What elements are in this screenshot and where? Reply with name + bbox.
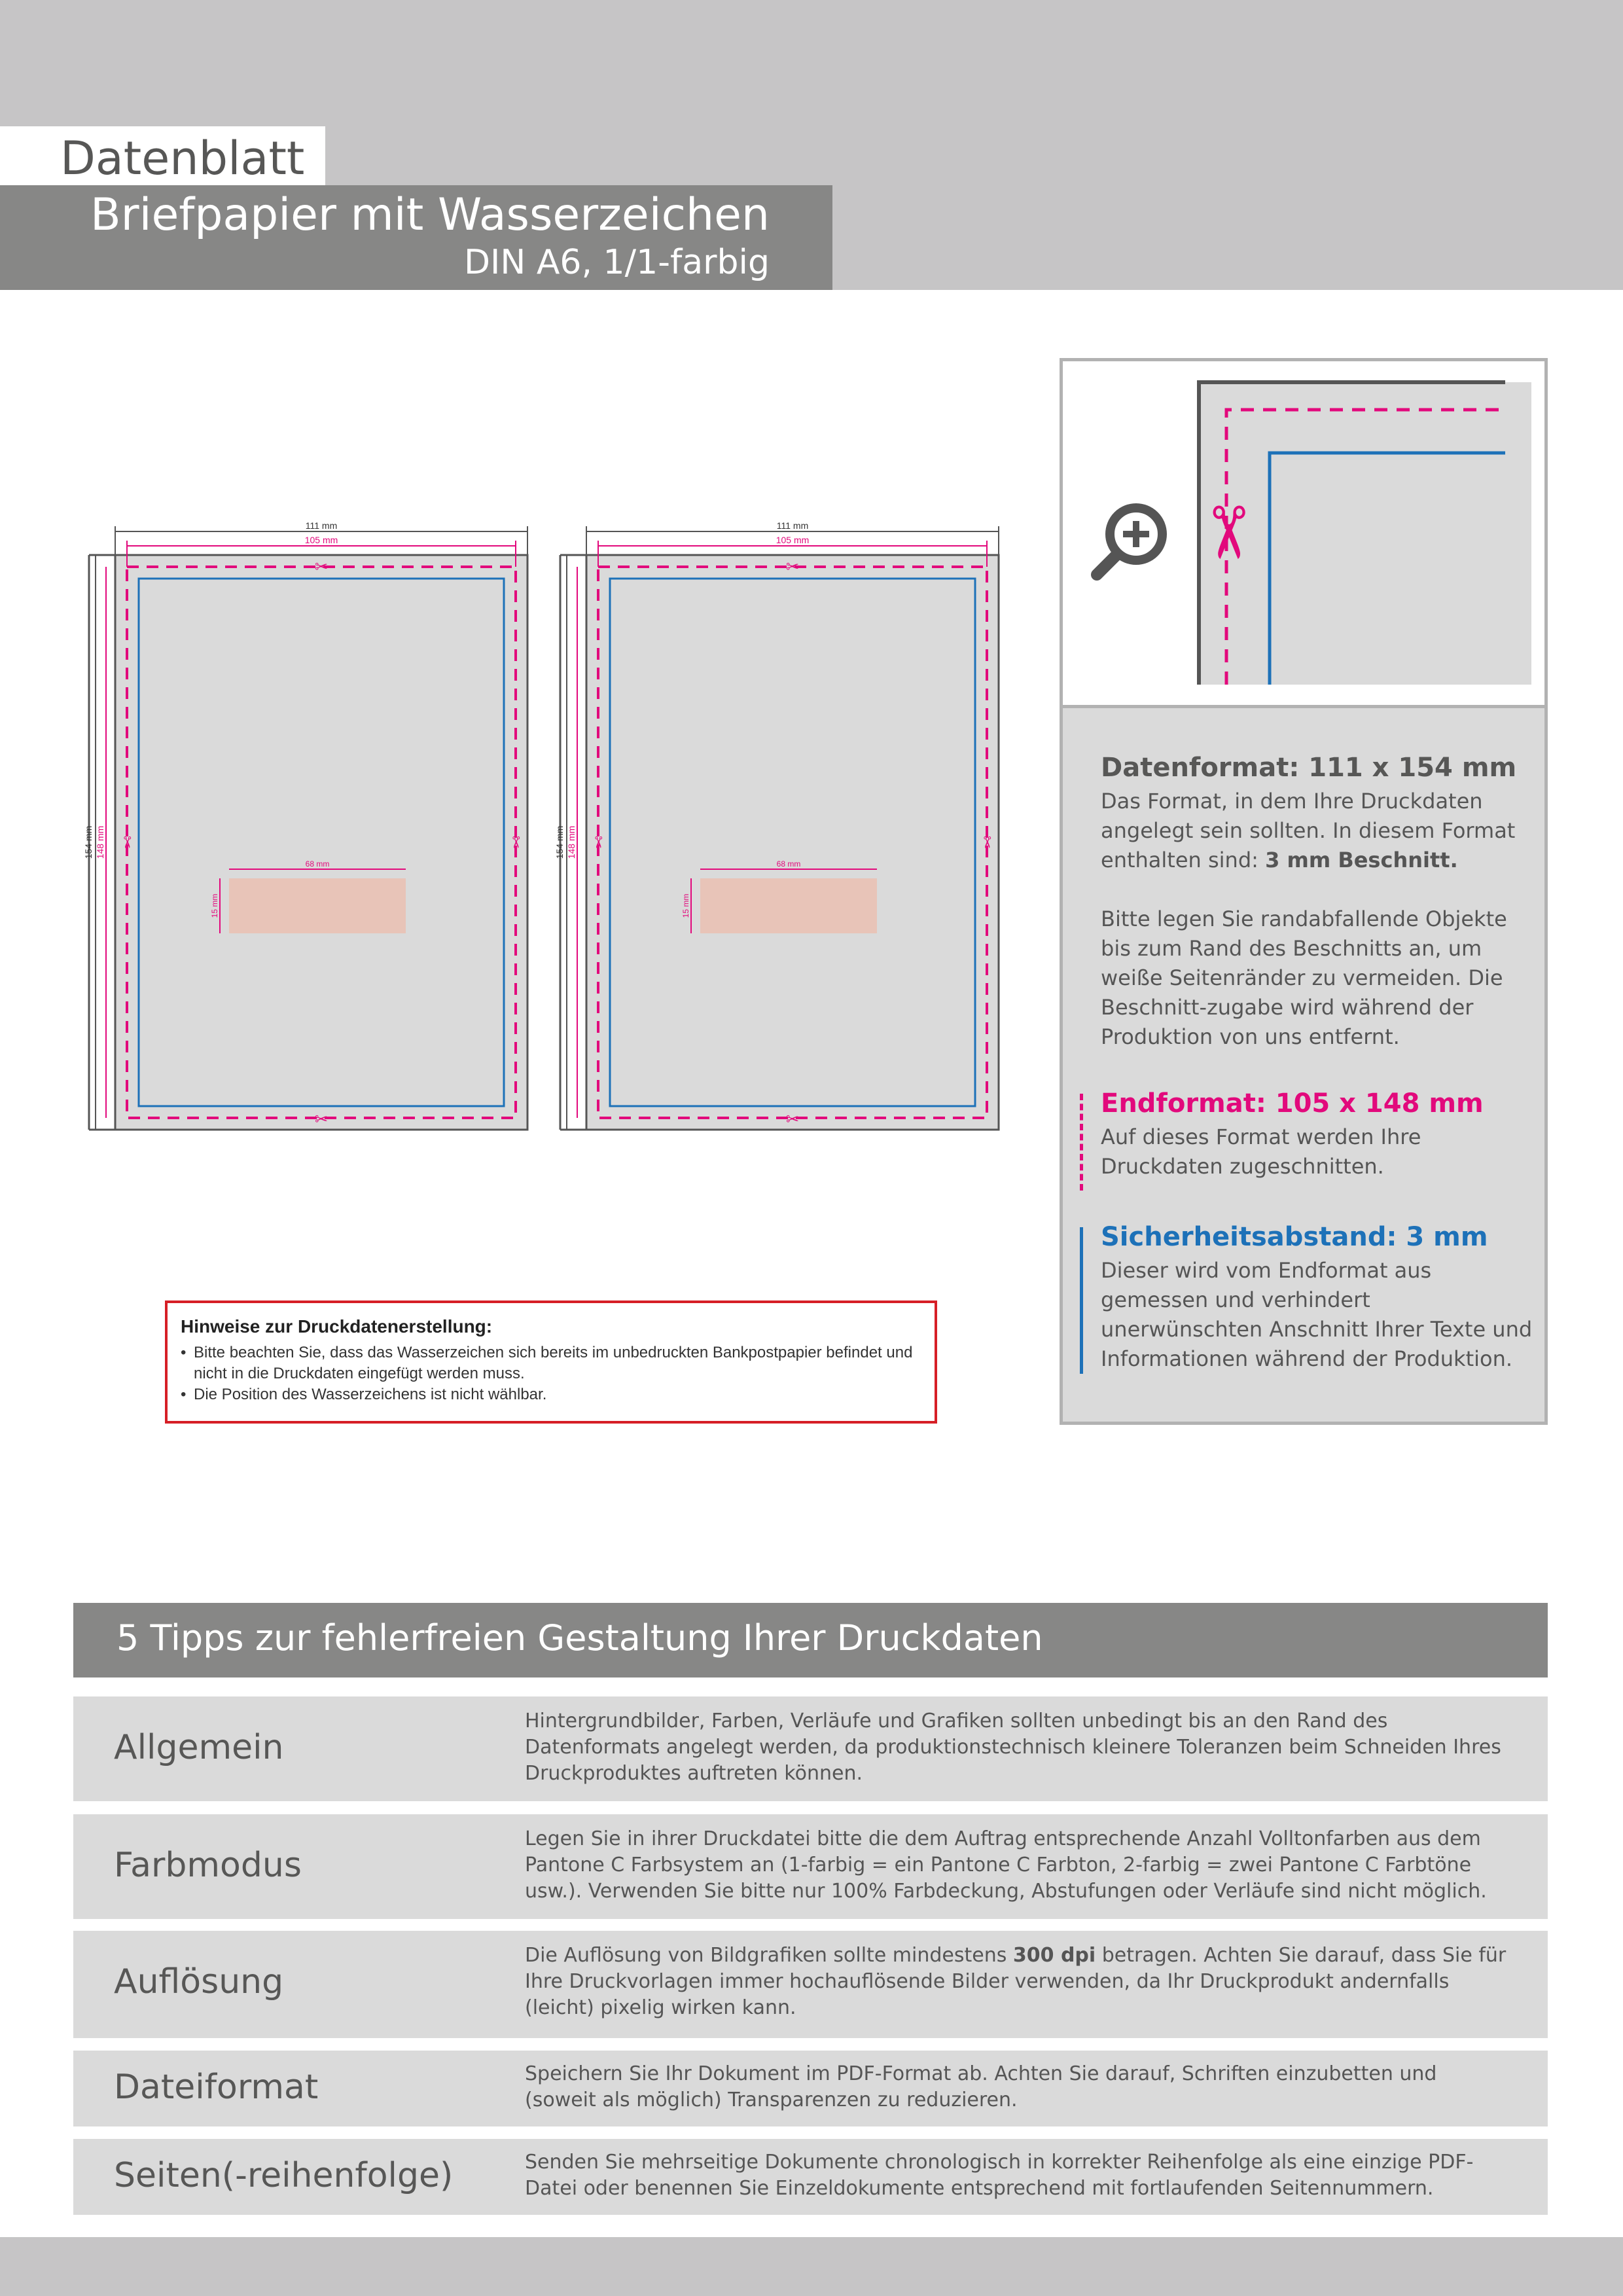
watermark-area bbox=[229, 878, 406, 933]
safety-section bbox=[1101, 1222, 1533, 1374]
watermark-height-label: 15 mm bbox=[681, 893, 690, 918]
scissors-icon: ✂ bbox=[1187, 502, 1268, 564]
tip-text: Legen Sie in ihrer Druckdatei bitte die dem Auftrag entsprechende Anzahl Volltonfarben aus dem Pantone C Farbsystem an (1-farbig = ein Pantone C Farbton, 2-farbig = zwei Pantone C Farbtöne usw.). Verwenden Sie bitte nur 100% Farbdeckung, Abstufungen oder Verläufe sind nicht möglich. bbox=[525, 1827, 1487, 1903]
data-format-sheet bbox=[586, 555, 999, 1130]
watermark-area bbox=[700, 878, 877, 933]
tip-label: Allgemein bbox=[114, 1728, 284, 1767]
scissors-icon: ✂ bbox=[978, 835, 995, 850]
end-format-text: Auf dieses Format werden Ihre Druckdaten zugeschnitten. bbox=[1101, 1124, 1421, 1179]
zoom-detail bbox=[1063, 361, 1544, 708]
notice-item: • Bitte beachten Sie, dass das Wasserzeichen sich bereits im unbedruckten Bankpostpapier befindet und nicht in die Druckdaten eingefügt werden muss. bbox=[181, 1342, 921, 1384]
datenblatt-label-box bbox=[0, 126, 325, 185]
width-total-label: 111 mm bbox=[305, 520, 338, 531]
tip-row-dateiformat bbox=[73, 2051, 1548, 2126]
height-total-label: 154 mm bbox=[83, 825, 94, 859]
diagram-front bbox=[79, 517, 537, 1142]
notice-box bbox=[165, 1300, 937, 1424]
watermark-width-label: 68 mm bbox=[305, 859, 330, 869]
tip-row-allgemein bbox=[73, 1696, 1548, 1801]
height-end-label: 148 mm bbox=[95, 825, 105, 859]
tip-text: Die Auflösung von Bildgrafiken sollte mindestens bbox=[525, 1944, 1013, 1967]
data-format-heading: Datenformat: 111 x 154 mm bbox=[1101, 753, 1517, 783]
page-subtitle: DIN A6, 1/1-farbig bbox=[464, 243, 770, 282]
notice-item: • Die Position des Wasserzeichens ist nicht wählbar. bbox=[181, 1384, 921, 1405]
safety-text: Dieser wird vom Endformat aus gemessen und verhindert unerwünschten Anschnitt Ihrer Texte und Informationen während der Produktion. bbox=[1101, 1258, 1533, 1371]
tips-heading: 5 Tipps zur fehlerfreien Gestaltung Ihrer Druckdaten bbox=[116, 1617, 1043, 1659]
tip-row-aufloesung bbox=[73, 1931, 1548, 2038]
end-format-heading: Endformat: 105 x 148 mm bbox=[1101, 1088, 1484, 1119]
watermark-width-label: 68 mm bbox=[776, 859, 801, 869]
data-format-sheet bbox=[115, 555, 527, 1130]
data-format-text-2: Bitte legen Sie randabfallende Objekte bis zum Rand des Beschnitts an, um weiße Seitenränder zu vermeiden. Die Beschnitt-zugabe wird während der Produktion von uns entfernt. bbox=[1101, 906, 1507, 1049]
info-text-area bbox=[1063, 708, 1544, 1422]
end-format-section bbox=[1101, 1088, 1533, 1181]
tips-heading-bar bbox=[73, 1603, 1548, 1677]
data-format-text: Das Format, in dem Ihre Druckdaten angelegt sein sollten. In diesem Format enthalten sind: bbox=[1101, 789, 1516, 872]
scissors-icon: ✂ bbox=[314, 1111, 329, 1128]
scissors-icon: ✂ bbox=[785, 1111, 800, 1128]
cut-line-marker bbox=[1080, 1094, 1083, 1191]
page-title: Briefpapier mit Wasserzeichen bbox=[90, 189, 770, 241]
data-format-bleed: 3 mm Beschnitt. bbox=[1265, 848, 1458, 872]
tip-text: betragen. Achten Sie darauf, dass Sie für Ihre Druckvorlagen immer hochauflösende Bilder verwenden, da Ihr Druckprodukt andernfalls (leicht) pixelig wirken kann. bbox=[525, 1944, 1507, 2019]
datenblatt-label: Datenblatt bbox=[60, 132, 305, 185]
safety-line-marker bbox=[1080, 1227, 1083, 1374]
bottom-band bbox=[0, 2237, 1623, 2296]
scissors-icon: ✂ bbox=[589, 835, 607, 850]
zoom-in-icon bbox=[1097, 508, 1162, 575]
width-end-label: 105 mm bbox=[776, 535, 810, 545]
watermark-height-label: 15 mm bbox=[210, 893, 219, 918]
tip-text-bold: 300 dpi bbox=[1012, 1944, 1096, 1967]
width-end-label: 105 mm bbox=[304, 535, 338, 545]
notice-heading: Hinweise zur Druckdatenerstellung: bbox=[181, 1316, 493, 1336]
tip-label: Auflösung bbox=[114, 1962, 284, 2001]
tip-row-farbmodus bbox=[73, 1814, 1548, 1919]
scissors-icon: ✂ bbox=[314, 558, 329, 576]
format-diagram-front bbox=[79, 517, 537, 1139]
width-total-label: 111 mm bbox=[776, 520, 809, 531]
tip-text: Senden Sie mehrseitige Dokumente chronologisch in korrekter Reihenfolge als eine einzige PDF-Datei oder benennen Sie Einzeldokumente entsprechend mit fortlaufenden Seitennummern. bbox=[525, 2151, 1474, 2200]
height-total-label: 154 mm bbox=[554, 825, 565, 859]
diagram-back bbox=[550, 517, 1008, 1142]
height-end-label: 148 mm bbox=[566, 825, 577, 859]
tip-text: Speichern Sie Ihr Dokument im PDF-Format ab. Achten Sie darauf, Schriften einzubetten und (soweit als möglich) Transparenzen zu reduzieren. bbox=[525, 2062, 1437, 2111]
safety-heading: Sicherheitsabstand: 3 mm bbox=[1101, 1222, 1488, 1252]
tip-label: Dateiformat bbox=[114, 2068, 319, 2107]
tip-label: Farbmodus bbox=[114, 1846, 302, 1885]
format-diagram-back bbox=[550, 517, 1008, 1139]
info-panel bbox=[1060, 358, 1548, 1425]
tip-row-seiten bbox=[73, 2139, 1548, 2215]
tip-label: Seiten(-reihenfolge) bbox=[114, 2156, 454, 2195]
scissors-icon: ✂ bbox=[785, 558, 800, 576]
scissors-icon: ✂ bbox=[118, 835, 135, 850]
zoom-detail-graphic bbox=[1063, 361, 1544, 705]
scissors-icon: ✂ bbox=[507, 835, 524, 850]
data-format-section bbox=[1101, 753, 1533, 1052]
title-bar bbox=[0, 185, 832, 290]
tip-text: Hintergrundbilder, Farben, Verläufe und Grafiken sollten unbedingt bis an den Rand des Datenformats angelegt werden, da produktionstechnisch kleinere Toleranzen beim Schneiden Ihres Druckproduktes auftreten können. bbox=[525, 1710, 1501, 1785]
